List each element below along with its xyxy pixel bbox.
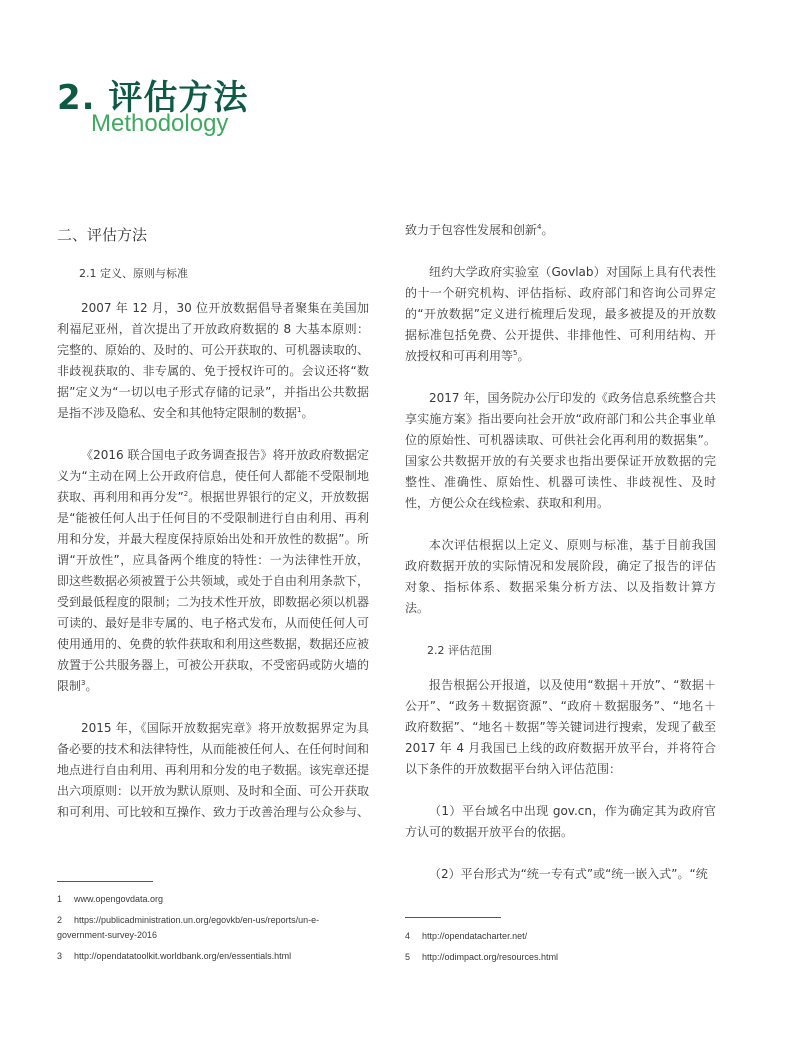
paragraph-2007-principles: 2007 年 12 月，30 位开放数据倡导者聚集在美国加利福尼亚州，首次提出了开放政府数据的 8 大基本原则：完整的、原始的、及时的、可公开获取的、可机器读取的、非歧视获取的、非专属的、免于授权许可的。会议还将“数据”定义为“一切以电子形式存储的记录”，并指出公共数据是指不涉及隐私、安全和其他特定限制的数据$^1$。 bbox=[57, 301, 370, 420]
footnotes-left bbox=[57, 892, 377, 964]
paragraph-un-survey: 《2016 联合国电子政务调查报告》将开放政府数据定义为“主动在网上公开政府信息，使任何人都能不受限制地获取、再利用和再分发”$^2$。根据世界银行的定义，开放数据是“能被任何人出于任何目的不受限制进行自由利用、再利用和分发，并最大程度保持原始出处和开放性的数据”。所谓“开放性”，应具备两个维度的特性：一为法律性开放，即这些数据必须被置于公共领域，或处于自由利用条款下，受到最低程度的限制；二为技术性开放，即数据必须以机器可读的、最好是非专属的、电子格式发布，从而使任何人可使用通用的、免费的软件获取和利用这些数据，数据还应被放置于公共服务器上，可被公开获取，不受密码或防火墙的限制$^3$。 bbox=[57, 448, 370, 693]
page-title: 2. 评估方法 bbox=[57, 78, 249, 118]
footnote-ref-4[interactable]: 4 bbox=[537, 223, 542, 231]
paragraph-evaluation-basis: 本次评估根据以上定义、原则与标准，基于目前我国政府数据开放的实际情况和发展阶段，确定了报告的评估对象、指标体系、数据采集分析方法、以及指数计算方法。 bbox=[405, 538, 716, 615]
page-subtitle: Methodology bbox=[91, 110, 229, 137]
footnote-ref-1[interactable]: 1 bbox=[297, 406, 302, 414]
footnote-2-continued[interactable]: government-survey-2016 bbox=[57, 930, 158, 940]
paragraph-condition-2: （2）平台形式为“统一专有式”或“统一嵌入式”。“统 bbox=[429, 867, 708, 881]
footnote-ref-5[interactable]: 5 bbox=[513, 349, 518, 357]
footnote-5[interactable]: 5 http://odimpact.org/resources.html bbox=[405, 952, 559, 962]
footnote-divider-right bbox=[405, 917, 501, 918]
subsection-heading-scope: 2.2 评估范围 bbox=[427, 644, 492, 657]
footnote-2[interactable]: 2 https://publicadministration.un.org/egovkb/en-us/reports/un-e- bbox=[57, 915, 320, 925]
footnote-3[interactable]: 3 http://opendatatoolkit.worldbank.org/en/essentials.html bbox=[57, 951, 292, 961]
paragraph-search-keywords: 报告根据公开报道，以及使用“数据＋开放”、“数据＋公开”、“政务＋数据资源”、“政府＋数据服务”、“地名＋政府数据”、“地名＋数据”等关键词进行搜索，发现了截至 2017 年 4 月我国已上线的政府数据开放平台，并将符合以下条件的开放数据平台纳入评估范围： bbox=[405, 678, 716, 776]
footnote-ref-3[interactable]: 3 bbox=[81, 679, 86, 687]
footnote-4[interactable]: 4 http://opendatacharter.net/ bbox=[405, 931, 528, 941]
left-column bbox=[57, 220, 369, 823]
paragraph-govlab: 纽约大学政府实验室（Govlab）对国际上具有代表性的十一个研究机构、评估指标、政府部门和咨询公司界定的“开放数据”定义进行梳理后发现，最多被提及的开放数据标准包括免费、公开提供、非排他性、可利用结构、开放授权和可再利用等$^5$。 bbox=[405, 265, 716, 363]
right-column bbox=[405, 220, 716, 885]
subsection-heading-definitions: 2.1 定义、原则与标准 bbox=[79, 267, 188, 280]
paragraph-open-data-charter: 2015 年，《国际开放数据宪章》将开放数据界定为具备必要的技术和法律特性，从而能被任何人、在任何时间和地点进行自由利用、再利用和分发的电子数据。该宪章还提出六项原则：以开放为默认原则、及时和全面、可公开获取和可利用、可比较和互操作、致力于改善治理与公众参与、 bbox=[57, 721, 370, 819]
footnotes-right bbox=[405, 929, 725, 965]
paragraph-inclusive-development: 致力于包容性发展和创新$^4$。 bbox=[405, 223, 554, 237]
paragraph-condition-1: （1）平台域名中出现 gov.cn，作为确定其为政府官方认可的数据开放平台的依据。 bbox=[405, 804, 716, 839]
footnote-1[interactable]: 1 www.opengovdata.org bbox=[57, 894, 164, 904]
paragraph-state-council-2017: 2017 年，国务院办公厅印发的《政务信息系统整合共享实施方案》指出要向社会开放“政府部门和公共企事业单位的原始性、可机器读取、可供社会化再利用的数据集”。国家公共数据开放的有关要求也指出要保证开放数据的完整性、准确性、原始性、机器可读性、非歧视性、及时性，方便公众在线检索、获取和利用。 bbox=[405, 391, 716, 510]
section-heading: 二、评估方法 bbox=[57, 226, 148, 244]
footnote-divider-left bbox=[57, 881, 153, 882]
footnote-ref-2[interactable]: 2 bbox=[183, 490, 189, 498]
